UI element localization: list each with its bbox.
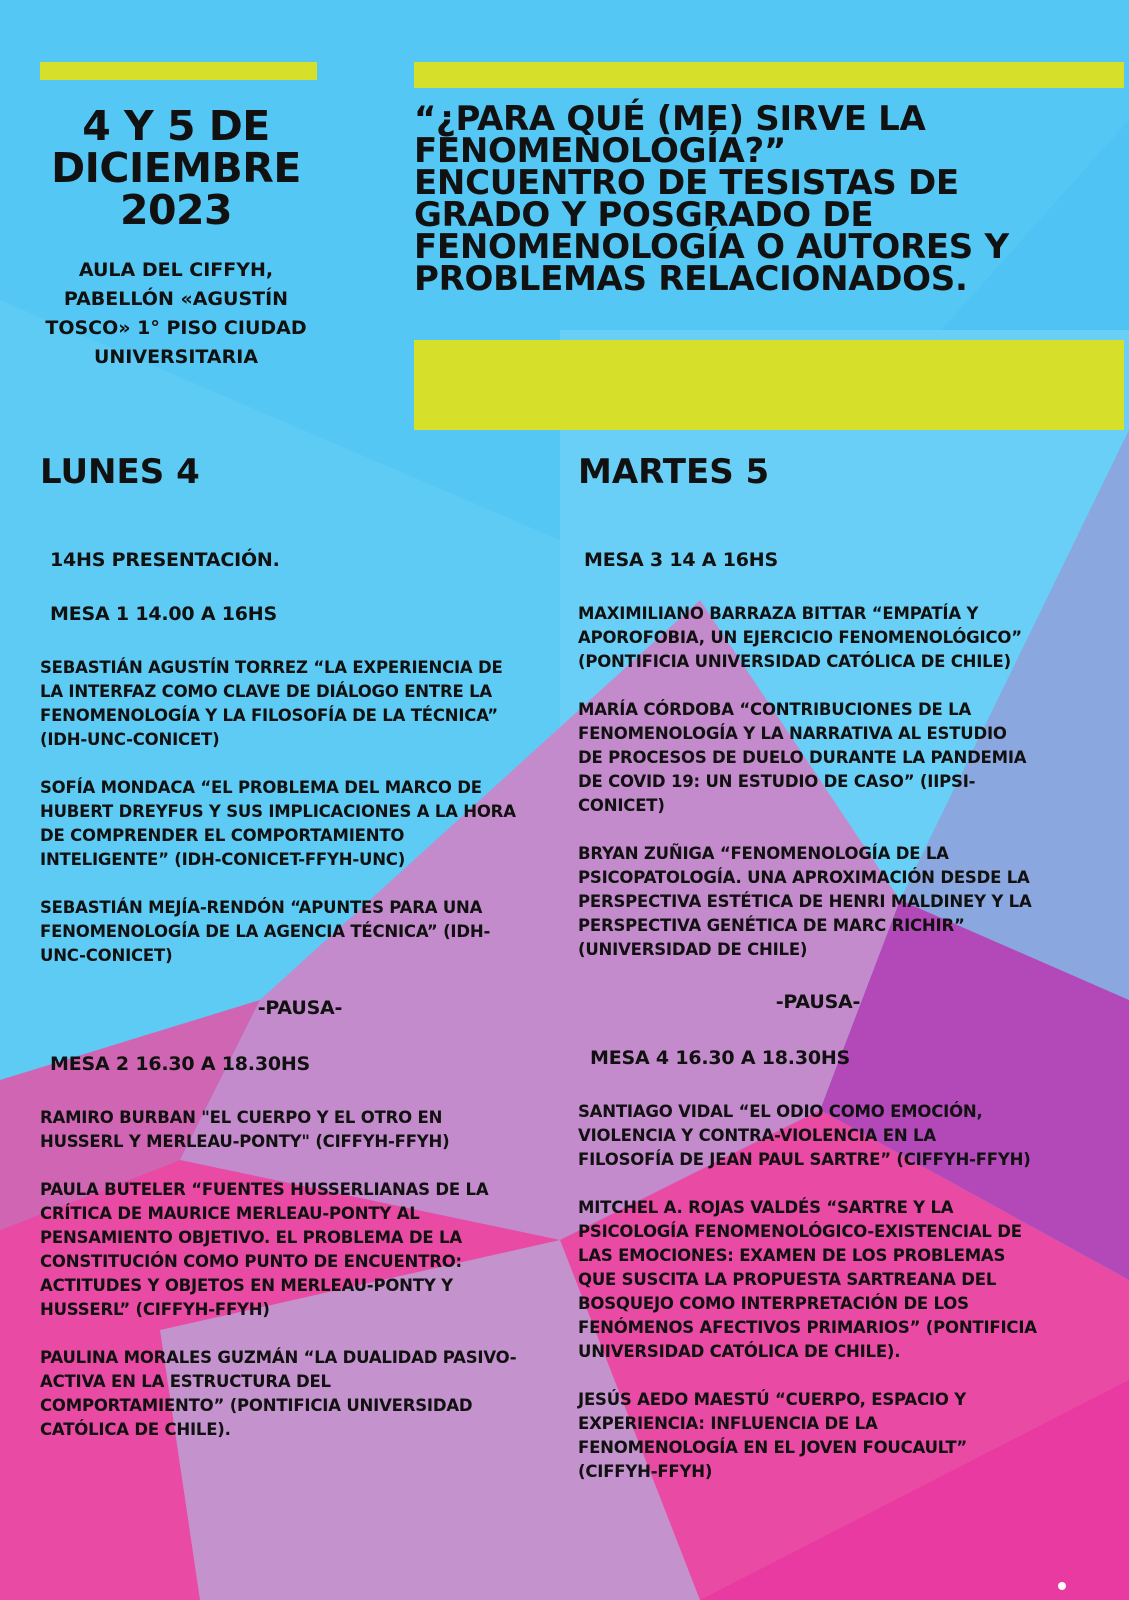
talk-entry [578,1196,1118,1364]
talk-line: PENSAMIENTO OBJETIVO. EL PROBLEMA DE LA [40,1228,462,1247]
title-line: ENCUENTRO DE TESISTAS DE [414,163,959,203]
talk-line: CATÓLICA DE CHILE). [40,1420,231,1439]
talk-line: CONICET) [578,796,665,815]
talk-line: DE COVID 19: UN ESTUDIO DE CASO” (IIPSI- [578,772,976,791]
event-title [414,99,1114,299]
talk-line: PAULINA MORALES GUZMÁN “LA DUALIDAD PASIVO- [40,1348,517,1367]
venue-line: PABELLÓN «AGUSTÍN [63,288,289,310]
talk-line: MARÍA CÓRDOBA “CONTRIBUCIONES DE LA [578,700,972,719]
talk-line: APOROFOBIA, UN EJERCICIO FENOMENOLÓGICO” [578,628,1022,647]
talk-line: SEBASTIÁN AGUSTÍN TORREZ “LA EXPERIENCIA DE [40,658,503,677]
event-date [40,102,312,234]
talk-line: HUSSERL Y MERLEAU-PONTY" (CIFFYH-FFYH) [40,1132,450,1151]
talk-entry [40,776,560,872]
mesa-4-heading: MESA 4 16.30 A 18.30HS [590,1047,851,1069]
talk-line: UNIVERSIDAD CATÓLICA DE CHILE). [578,1342,901,1361]
talk-line: HUBERT DREYFUS Y SUS IMPLICACIONES A LA HORA [40,802,516,821]
date-line: 4 Y 5 DE [82,102,270,150]
mesa-3-heading: MESA 3 14 A 16HS [584,549,778,571]
title-line: GRADO Y POSGRADO DE [414,195,874,235]
title-line: “¿PARA QUÉ (ME) SIRVE LA [414,99,926,139]
talk-line: PAULA BUTELER “FUENTES HUSSERLIANAS DE LA [40,1180,489,1199]
date-line: 2023 [119,186,233,234]
talk-line: MITCHEL A. ROJAS VALDÉS “SARTRE Y LA [578,1198,954,1217]
title-line: PROBLEMAS RELACIONADOS. [414,259,968,299]
presentation-time: 14HS PRESENTACIÓN. [50,549,280,571]
venue-line: TOSCO» 1° PISO CIUDAD [45,317,307,339]
talk-line: FENOMENOLOGÍA Y LA FILOSOFÍA DE LA TÉCNICA” [40,706,498,725]
talk-line: RAMIRO BURBAN "EL CUERPO Y EL OTRO EN [40,1108,443,1127]
talk-entry [40,1106,560,1154]
accent-bar-left [40,62,317,80]
talk-line: COMPORTAMIENTO” (PONTIFICIA UNIVERSIDAD [40,1396,473,1415]
talk-entry [40,656,560,752]
talk-entry [578,842,1118,962]
talk-entry [578,602,1118,674]
talk-entry [578,1100,1118,1172]
talk-entry [578,698,1118,818]
title-line: FENOMENOLOGÍA?” [414,131,787,171]
talk-line: (PONTIFICIA UNIVERSIDAD CATÓLICA DE CHILE) [578,652,1011,671]
talk-line: LA INTERFAZ COMO CLAVE DE DIÁLOGO ENTRE LA [40,682,492,701]
talk-line: EXPERIENCIA: INFLUENCIA DE LA [578,1414,878,1433]
day-heading-monday: LUNES 4 [40,452,200,492]
talk-line: FENOMENOLOGÍA Y LA NARRATIVA AL ESTUDIO [578,724,1007,743]
talk-line: ACTIVA EN LA ESTRUCTURA DEL [40,1372,331,1391]
accent-bar-top [414,62,1124,88]
pause-label: -PAUSA- [257,997,343,1019]
talk-line: DE PROCESOS DE DUELO DURANTE LA PANDEMIA [578,748,1027,767]
pause-label: -PAUSA- [775,991,861,1013]
title-line: FENOMENOLOGÍA O AUTORES Y [414,227,1009,267]
talk-line: (IDH-UNC-CONICET) [40,730,220,749]
talk-line: SEBASTIÁN MEJÍA-RENDÓN “APUNTES PARA UNA [40,898,483,917]
talk-line: MAXIMILIANO BARRAZA BITTAR “EMPATÍA Y [578,604,979,623]
talk-line: ACTITUDES Y OBJETOS EN MERLEAU-PONTY Y [40,1276,453,1295]
mesa-2-heading: MESA 2 16.30 A 18.30HS [50,1053,311,1075]
date-line: DICIEMBRE [51,144,301,192]
talk-line: LAS EMOCIONES: EXAMEN DE LOS PROBLEMAS [578,1246,1006,1265]
mesa-1-heading: MESA 1 14.00 A 16HS [50,603,277,625]
talk-line: HUSSERL” (CIFFYH-FFYH) [40,1300,270,1319]
day-heading-tuesday: MARTES 5 [578,452,770,492]
talk-line: FENÓMENOS AFECTIVOS PRIMARIOS” (PONTIFICIA [578,1318,1037,1337]
accent-block [414,340,1124,430]
talk-line: VIOLENCIA Y CONTRA-VIOLENCIA EN LA [578,1126,936,1145]
talk-line: BOSQUEJO COMO INTERPRETACIÓN DE LOS [578,1294,969,1313]
talk-line: SOFÍA MONDACA “EL PROBLEMA DEL MARCO DE [40,778,482,797]
talk-entry [40,1346,560,1442]
talk-line: JESÚS AEDO MAESTÚ “CUERPO, ESPACIO Y [578,1390,966,1409]
talk-line: FILOSOFÍA DE JEAN PAUL SARTRE” (CIFFYH-FFYH) [578,1150,1031,1169]
event-venue [36,256,316,372]
venue-line: UNIVERSITARIA [93,346,259,368]
talk-line: DE COMPRENDER EL COMPORTAMIENTO [40,826,405,845]
talk-line: PSICOPATOLOGÍA. UNA APROXIMACIÓN DESDE LA [578,868,1030,887]
talk-line: FENOMENOLOGÍA EN EL JOVEN FOUCAULT” [578,1438,968,1457]
talk-line: CONSTITUCIÓN COMO PUNTO DE ENCUENTRO: [40,1252,462,1271]
venue-line: AULA DEL CIFFYH, [78,259,274,281]
talk-entry [578,1388,1118,1484]
talk-line: FENOMENOLOGÍA DE LA AGENCIA TÉCNICA” (IDH- [40,922,491,941]
talk-entry [40,1178,560,1322]
talk-line: CRÍTICA DE MAURICE MERLEAU-PONTY AL [40,1204,420,1223]
talk-line: PERSPECTIVA GENÉTICA DE MARC RICHIR” [578,916,965,935]
talk-line: PSICOLOGÍA FENOMENOLÓGICO-EXISTENCIAL DE [578,1222,1022,1241]
talk-line: INTELIGENTE” (IDH-CONICET-FFYH-UNC) [40,850,406,869]
talk-line: PERSPECTIVA ESTÉTICA DE HENRI MALDINEY Y LA [578,892,1032,911]
talk-entry [40,896,560,968]
talk-line: UNC-CONICET) [40,946,173,965]
talk-line: QUE SUSCITA LA PROPUESTA SARTREANA DEL [578,1270,997,1289]
talk-line: SANTIAGO VIDAL “EL ODIO COMO EMOCIÓN, [578,1102,983,1121]
talk-line: (UNIVERSIDAD DE CHILE) [578,940,808,959]
talk-line: (CIFFYH-FFYH) [578,1462,713,1481]
talk-line: BRYAN ZUÑIGA “FENOMENOLOGÍA DE LA [578,844,949,863]
